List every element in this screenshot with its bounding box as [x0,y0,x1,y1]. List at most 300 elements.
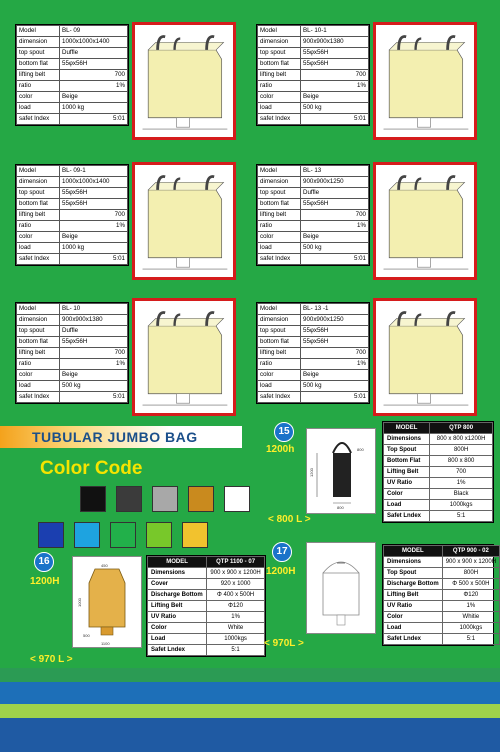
table-row [258,26,369,37]
spec-key: load [17,103,60,114]
item-width-label: < 800 L > [268,514,311,525]
table-row [258,381,369,392]
table-row [258,243,369,254]
bag-diagram-icon [307,543,375,633]
table-row [384,557,500,568]
spec-key: safet Index [258,254,301,265]
table-row [258,304,369,315]
spec-table-17 [382,544,497,646]
spec-value: 55φx56H [60,188,128,199]
spec-key: bottom flat [17,337,60,348]
spec-key: safet Index [258,114,301,125]
spec-key: lifting belt [258,70,301,81]
table-row [17,315,128,326]
spec-value: 55φx56H [301,199,369,210]
item-height-label: 1200h [266,444,295,455]
bag-spec-table [15,24,129,126]
spec-value: BL- 13 [301,166,369,177]
spec-key: Model [258,166,301,177]
table-row [384,445,493,456]
bag-spec-table [15,302,129,404]
table-row [148,579,265,590]
table-row [384,456,493,467]
color-swatch [38,522,64,548]
spec-key: dimension [17,315,60,326]
spec-value: 1% [60,221,128,232]
table-row [258,337,369,348]
spec-key: color [258,232,301,243]
item-height-label: 1200H [266,566,296,577]
spec-value: Beige [60,232,128,243]
spec-value: 500 kg [60,381,128,392]
table-row [384,590,500,601]
spec-key: ratio [17,359,60,370]
spec-key: load [258,103,301,114]
spec-key: Lifting Belt [148,601,207,612]
bulk-bag-icon [135,165,233,277]
spec-value: 1000kgs [442,623,499,634]
bag-spec-table [256,24,370,126]
spec-value: 700 [60,348,128,359]
spec-key: Dimensions [384,557,443,568]
spec-value: 900x900x1380 [301,37,369,48]
spec-key: dimension [258,37,301,48]
table-row [384,511,493,522]
color-swatch [80,486,106,512]
spec-key: Top Spout [384,568,443,579]
spec-value: 1000kgs [430,500,493,511]
spec-key: safet Index [17,114,60,125]
bag-diagram-17 [306,542,376,634]
bag-spec-table [256,164,370,266]
table-row [384,467,493,478]
spec-key: top spout [258,188,301,199]
dim-label-w: 800 [337,505,344,510]
bag-image-frame [132,298,236,416]
spec-key: Color [384,612,443,623]
table-row [384,489,493,500]
spec-key: Safet Lndex [384,634,443,645]
spec-key: Dimensions [384,434,430,445]
table-row [17,37,128,48]
table-row [258,232,369,243]
spec-value: 5:1 [207,645,265,656]
spec-value: 700 [301,348,369,359]
table-row [258,92,369,103]
table-row [17,304,128,315]
spec-value: Beige [60,92,128,103]
spec-value: 920 x 1000 [207,579,265,590]
spec-key: Model [17,304,60,315]
table-row [17,370,128,381]
spec-value: 55φx56H [60,337,128,348]
spec-key: Color [384,489,430,500]
spec-key: load [258,243,301,254]
spec-key: ratio [258,359,301,370]
table-row [258,254,369,265]
table-row [17,188,128,199]
spec-key: Safet Lndex [148,645,207,656]
color-swatch [146,522,172,548]
table-row [17,26,128,37]
spec-value: 800 x 800 x1200H [430,434,493,445]
spec-value: BL- 13 -1 [301,304,369,315]
spec-key: ratio [258,81,301,92]
spec-value: BL- 10-1 [301,26,369,37]
spec-value: 700 [60,210,128,221]
spec-key: lifting belt [258,210,301,221]
spec-key: safet Index [17,392,60,403]
item-number-badge: 15 [274,422,294,442]
footer-band [0,682,500,704]
spec-value: Duffle [60,48,128,59]
spec-key: load [258,381,301,392]
item-width-label: < 970 L > [30,654,73,665]
spec-key: Model [17,166,60,177]
table-row [17,326,128,337]
color-code-title: Color Code [40,458,143,479]
table-row [384,500,493,511]
table-row [17,392,128,403]
table-header-row [148,557,265,568]
table-header-row [384,423,493,434]
spec-value: 5:01 [301,254,369,265]
spec-value: Whitie [442,612,499,623]
spec-key: safet Index [17,254,60,265]
table-row [148,590,265,601]
spec-value: 55φx56H [301,326,369,337]
table-row [384,568,500,579]
table-row [17,177,128,188]
table-row [258,326,369,337]
bulk-bag-icon [376,301,474,413]
table-header-cell: MODEL [384,546,443,557]
table-row [17,337,128,348]
table-row [258,392,369,403]
spec-value: 700 [301,210,369,221]
spec-key: load [17,381,60,392]
spec-key: top spout [17,48,60,59]
spec-key: color [17,232,60,243]
bag-spec-table [15,164,129,266]
table-row [384,579,500,590]
spec-value: 1% [301,359,369,370]
spec-value: 5:1 [442,634,499,645]
spec-value: 800H [442,568,499,579]
section-title: TUBULAR JUMBO BAG [32,429,198,445]
table-row [148,601,265,612]
spec-value: 1% [60,81,128,92]
table-row [258,177,369,188]
table-row [258,359,369,370]
spec-key: lifting belt [17,348,60,359]
table-header-cell: QTP 900 - 02 [442,546,499,557]
spec-value: 900x900x1250 [301,177,369,188]
spec-value: 1% [430,478,493,489]
spec-key: Cover [148,579,207,590]
table-row [17,114,128,125]
spec-key: Load [384,500,430,511]
table-row [148,612,265,623]
spec-value: Φ120 [207,601,265,612]
color-swatch [116,486,142,512]
spec-key: top spout [258,48,301,59]
spec-value: 5:01 [301,114,369,125]
table-header-cell: QTP 800 [430,423,493,434]
color-swatch [224,486,250,512]
spec-key: UV Ratio [148,612,207,623]
table-header-row [384,546,500,557]
spec-key: Model [17,26,60,37]
table-row [384,601,500,612]
spec-value: 1000 kg [60,103,128,114]
footer-band [0,704,500,718]
table-row [258,81,369,92]
item-number-badge: 17 [272,542,292,562]
table-row [258,348,369,359]
spec-value: 900 x 900 x 1200H [442,557,499,568]
spec-value: 1000x1000x1400 [60,37,128,48]
bag-diagram-15 [306,428,376,514]
spec-value: BL- 10 [60,304,128,315]
spec-table-15 [382,421,494,523]
table-row [258,114,369,125]
color-swatch [74,522,100,548]
spec-key: Top Spout [384,445,430,456]
spec-value: Beige [301,232,369,243]
table-row [258,59,369,70]
spec-value: 800H [430,445,493,456]
spec-value: 55φx56H [301,59,369,70]
color-swatch [188,486,214,512]
item-width-label: < 970L > [264,638,304,649]
bag-image-frame [373,22,477,140]
spec-key: bottom flat [17,59,60,70]
spec-value: 1000x1000x1400 [60,177,128,188]
dim-label-b: 500 [83,633,90,638]
footer-band [0,668,500,682]
spec-key: Load [384,623,443,634]
spec-value: 55φx56H [301,337,369,348]
spec-key: ratio [17,81,60,92]
bulk-bag-icon [376,165,474,277]
spec-key: load [17,243,60,254]
spec-value: 55φx56H [60,199,128,210]
spec-key: Model [258,304,301,315]
spec-value: 5:01 [60,114,128,125]
spec-key: Color [148,623,207,634]
bag-diagram-16 [72,556,142,648]
bulk-bag-icon [376,25,474,137]
table-row [17,232,128,243]
table-row [258,221,369,232]
spec-value: 55φx56H [60,59,128,70]
table-row [17,59,128,70]
spec-value: BL- 09-1 [60,166,128,177]
spec-value: 700 [60,70,128,81]
spec-value: 500 kg [301,381,369,392]
spec-value: 500 kg [301,243,369,254]
spec-value: 5:1 [430,511,493,522]
dim-label-h: 1200 [309,468,314,477]
spec-value: Φ 500 x 500H [442,579,499,590]
table-row [17,166,128,177]
spec-key: dimension [17,37,60,48]
spec-value: 1% [301,221,369,232]
table-row [384,634,500,645]
table-row [384,434,493,445]
dim-label-w2: 1100 [101,641,110,646]
spec-value: 500 kg [301,103,369,114]
spec-key: bottom flat [258,59,301,70]
dim-label-h: 1000 [77,598,82,607]
spec-value: Beige [60,370,128,381]
spec-value: 5:01 [60,254,128,265]
spec-value: 1% [301,81,369,92]
table-row [17,92,128,103]
spec-key: Model [258,26,301,37]
table-row [17,70,128,81]
table-row [17,381,128,392]
bag-image-frame [132,162,236,280]
spec-key: lifting belt [17,210,60,221]
spec-value: Duffle [301,188,369,199]
spec-value: 1% [60,359,128,370]
spec-value: Φ 400 x 500H [207,590,265,601]
table-row [384,623,500,634]
spec-value: 700 [301,70,369,81]
table-row [258,210,369,221]
spec-value: 1% [442,601,499,612]
spec-key: dimension [17,177,60,188]
table-row [148,623,265,634]
table-row [384,612,500,623]
spec-key: UV Ratio [384,601,443,612]
spec-key: bottom flat [258,337,301,348]
spec-key: Load [148,634,207,645]
table-row [17,254,128,265]
spec-key: Dimensions [148,568,207,579]
spec-value: Beige [301,370,369,381]
table-row [17,48,128,59]
spec-key: color [17,92,60,103]
spec-key: top spout [258,326,301,337]
spec-key: lifting belt [258,348,301,359]
spec-value: 700 [430,467,493,478]
table-row [148,645,265,656]
spec-table-16 [146,555,266,657]
spec-key: dimension [258,177,301,188]
item-height-label: 1200H [30,576,60,587]
spec-key: lifting belt [17,70,60,81]
spec-key: safet Index [258,392,301,403]
table-row [258,370,369,381]
spec-value: White [207,623,265,634]
spec-value: 5:01 [301,392,369,403]
spec-value: 800 x 800 [430,456,493,467]
table-row [17,81,128,92]
spec-key: bottom flat [17,199,60,210]
spec-key: color [258,370,301,381]
spec-value: Black [430,489,493,500]
table-row [258,315,369,326]
spec-key: UV Ratio [384,478,430,489]
bulk-bag-icon [135,25,233,137]
table-row [17,359,128,370]
spec-key: color [258,92,301,103]
spec-key: dimension [258,315,301,326]
table-row [17,221,128,232]
table-header-cell: QTP 1100 - 07 [207,557,265,568]
spec-value: 900x900x1250 [301,315,369,326]
spec-key: ratio [258,221,301,232]
table-row [17,210,128,221]
table-header-cell: MODEL [148,557,207,568]
spec-key: Safet Lndex [384,511,430,522]
table-row [258,70,369,81]
spec-key: Lifting Belt [384,467,430,478]
table-row [258,37,369,48]
spec-key: Lifting Belt [384,590,443,601]
table-row [148,568,265,579]
table-row [148,634,265,645]
spec-key: Discharge Bottom [384,579,443,590]
spec-value: Φ120 [442,590,499,601]
spec-key: Discharge Bottom [148,590,207,601]
color-swatch [110,522,136,548]
table-row [17,103,128,114]
table-row [17,243,128,254]
spec-key: top spout [17,326,60,337]
spec-key: top spout [17,188,60,199]
table-row [258,166,369,177]
table-row [258,188,369,199]
spec-value: 1000kgs [207,634,265,645]
bag-image-frame [132,22,236,140]
spec-value: Beige [301,92,369,103]
table-row [258,48,369,59]
spec-value: 900x900x1380 [60,315,128,326]
dim-label-w: 450 [101,563,108,568]
spec-value: 1% [207,612,265,623]
table-row [384,478,493,489]
spec-key: bottom flat [258,199,301,210]
spec-value: BL- 09 [60,26,128,37]
bag-image-frame [373,298,477,416]
color-swatch [152,486,178,512]
spec-value: 5:01 [60,392,128,403]
bulk-bag-icon [135,301,233,413]
table-row [258,103,369,114]
spec-value: 900 x 900 x 1200H [207,568,265,579]
item-number-badge: 16 [34,552,54,572]
bag-spec-table [256,302,370,404]
spec-key: Bottom Flat [384,456,430,467]
bag-diagram-icon [307,429,375,513]
color-swatch [182,522,208,548]
footer-band [0,718,500,752]
dim-label-w2: 800 [357,447,364,452]
bag-diagram-icon [73,557,141,647]
table-row [17,199,128,210]
table-header-cell: MODEL [384,423,430,434]
spec-key: ratio [17,221,60,232]
spec-value: 1000 kg [60,243,128,254]
spec-key: color [17,370,60,381]
table-row [17,348,128,359]
spec-value: 55φx56H [301,48,369,59]
bag-image-frame [373,162,477,280]
